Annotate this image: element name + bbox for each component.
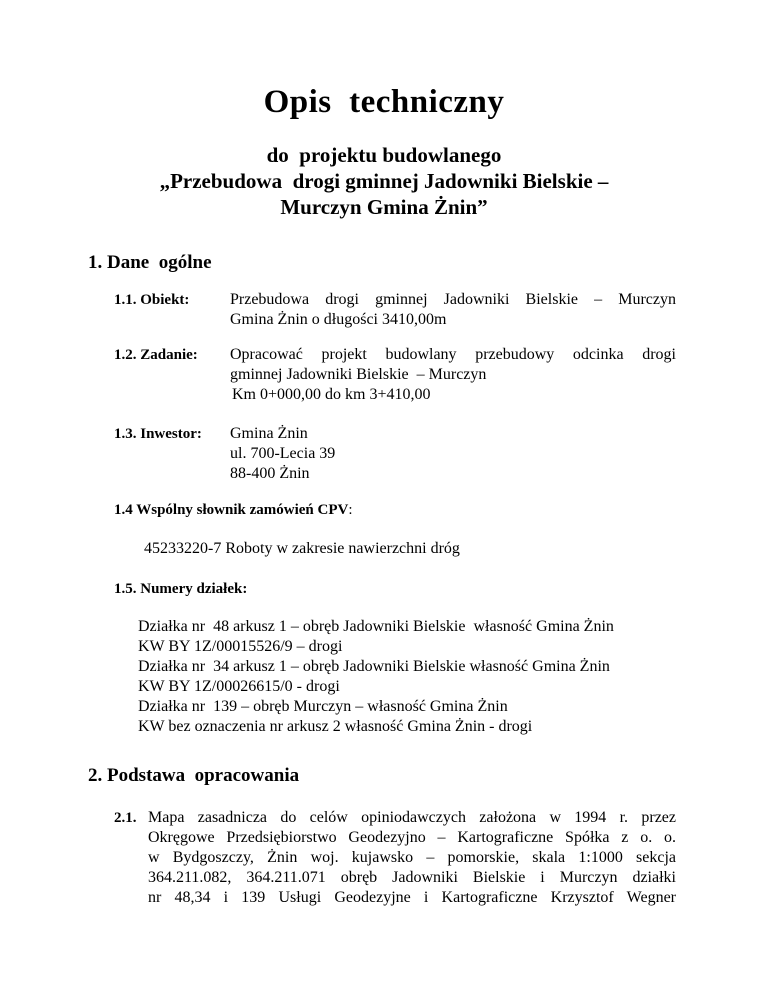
obiekt-line-1: Przebudowa drogi gminnej Jadowniki Bielskie – Murczyn: [230, 291, 676, 308]
cpv-label-text: 1.4 Wspólny słownik zamówień CPV: [114, 502, 349, 518]
dzialki-line: Działka nr 139 – obręb Murczyn – własność Gmina Żnin: [138, 698, 508, 715]
podstawa-item-1-line: Okręgowe Przedsiębiorstwo Geodezyjno – Kartograficzne Spółka z o. o.: [148, 829, 676, 846]
podstawa-item-1-line: 364.211.082, 364.211.071 obręb Jadowniki Bielskie i Murczyn działki: [148, 869, 676, 886]
dzialki-label: 1.5. Numery działek:: [114, 581, 248, 597]
dzialki-line: KW BY 1Z/00026615/0 - drogi: [138, 678, 340, 695]
cpv-label: [114, 502, 353, 519]
dzialki-line: Działka nr 48 arkusz 1 – obręb Jadowniki Bielskie własność Gmina Żnin: [138, 618, 614, 635]
zadanie-line-3: Km 0+000,00 do km 3+410,00: [232, 386, 431, 403]
section-1-heading: 1. Dane ogólne: [88, 252, 212, 273]
document-title: Opis techniczny: [263, 84, 505, 120]
zadanie-line-2: gminnej Jadowniki Bielskie – Murczyn: [230, 366, 487, 383]
zadanie-label: 1.2. Zadanie:: [114, 347, 198, 363]
section-2-heading: 2. Podstawa opracowania: [88, 765, 300, 786]
subtitle-line-2: „Przebudowa drogi gminnej Jadowniki Bielskie –: [159, 169, 609, 193]
podstawa-item-1-line: w Bydgoszczy, Żnin woj. kujawsko – pomorskie, skala 1:1000 sekcja: [148, 849, 676, 866]
obiekt-label: 1.1. Obiekt:: [114, 292, 190, 308]
subtitle-line-3: Murczyn Gmina Żnin”: [280, 195, 488, 219]
cpv-entry: 45233220-7 Roboty w zakresie nawierzchni dróg: [144, 540, 460, 557]
inwestor-line-3: 88-400 Żnin: [230, 465, 310, 482]
dzialki-line: KW bez oznaczenia nr arkusz 2 własność Gmina Żnin - drogi: [138, 718, 533, 735]
dzialki-line: Działka nr 34 arkusz 1 – obręb Jadowniki Bielskie własność Gmina Żnin: [138, 658, 610, 675]
inwestor-line-2: ul. 700-Lecia 39: [230, 445, 336, 462]
podstawa-item-1-line: Mapa zasadnicza do celów opiniodawczych założona w 1994 r. przez: [148, 809, 676, 826]
inwestor-label: 1.3. Inwestor:: [114, 426, 202, 442]
podstawa-item-1-line: nr 48,34 i 139 Usługi Geodezyjne i Kartograficzne Krzysztof Wegner: [148, 889, 676, 906]
zadanie-line-1: Opracować projekt budowlany przebudowy odcinka drogi: [230, 346, 676, 363]
subtitle-line-1: do projektu budowlanego: [266, 143, 502, 167]
inwestor-line-1: Gmina Żnin: [230, 425, 308, 442]
obiekt-line-2: Gmina Żnin o długości 3410,00m: [230, 311, 447, 328]
dzialki-line: KW BY 1Z/00015526/9 – drogi: [138, 638, 343, 655]
podstawa-item-1-label: 2.1.: [114, 810, 137, 826]
cpv-label-colon: :: [348, 502, 353, 518]
